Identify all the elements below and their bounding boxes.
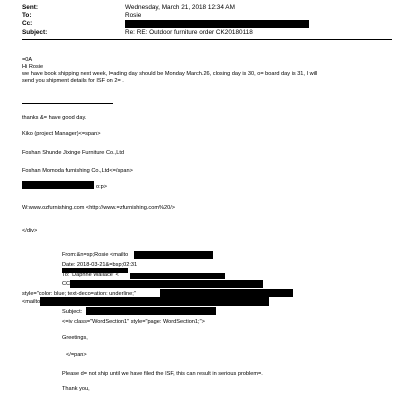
quoted-style: style="color: blue; text-deco=ation: underline;" <box>22 291 136 297</box>
to-value: Rosie <box>125 12 142 19</box>
code-0a: =0A <box>22 57 33 63</box>
greetings-line: Greetings, <box>62 335 88 341</box>
quoted-from: From:&n=sp;Rosie <mailto <box>62 252 129 258</box>
signer-line: Kiko (project Manager)<=span> <box>22 131 101 137</box>
header-divider <box>22 39 392 40</box>
company-1: Foshan Shunde Jixinge Furniture Co.,Ltd <box>22 150 124 156</box>
thankyou-line: Thank you, <box>62 386 90 392</box>
subject-label: Subject: <box>22 29 48 36</box>
subject-redaction <box>86 307 216 315</box>
mailto-redaction <box>40 297 269 306</box>
contact-redaction <box>22 181 94 189</box>
subject-value: Re: RE: Outdoor furniture order CK20180118 <box>125 29 253 36</box>
quoted-cc: CC <box>62 281 71 287</box>
quoted-date: Date: 2018-03-21&=bsp;02:31 <box>62 262 138 268</box>
thanks-line: thanks &= have good day. <box>22 115 87 121</box>
sent-label: Sent: <box>22 4 38 11</box>
to-label: To: <box>22 12 32 19</box>
greeting: Hi Rosie <box>22 64 44 70</box>
span-close: </=pan> <box>66 352 87 358</box>
please-line: Please d= not ship until we have filed the ISF, this can result in serious problem=. <box>62 371 263 377</box>
company-2: Foshan Momoda furnishing Co.,Ltd<=/span> <box>22 168 133 174</box>
quoted-mailto: <mailto <box>22 299 41 305</box>
cc-label: Cc: <box>22 20 33 27</box>
shipping-line-1: we have book shipping next week, l=ading day should be Monday March.26, closing day is 30, o= board day is 31, I will <box>22 71 318 77</box>
signature-divider <box>22 103 113 104</box>
cc-quoted-redaction <box>70 280 263 288</box>
style-redaction <box>160 289 293 297</box>
cc-redaction <box>125 20 309 28</box>
wordsection-line: <=iv class="WordSection1" style="page: WordSection1;"> <box>62 319 205 325</box>
to-redaction <box>130 273 225 279</box>
website-line: W:www.ozfurnishing.com <http://www.=zfurnishing.com%20/> <box>22 205 176 211</box>
subject-row <box>22 29 392 38</box>
div-close: </div> <box>22 228 38 234</box>
op-tag: o:p> <box>96 184 108 190</box>
sent-value: Wednesday, March 21, 2018 12:34 AM <box>125 4 235 11</box>
quoted-to: To: 'Daphne Wallace' < <box>62 272 119 278</box>
quoted-subject: Subject: <box>62 309 83 315</box>
from-redaction <box>134 251 213 259</box>
shipping-line-2: send you shipment details for ISF on 2= . <box>22 78 124 84</box>
